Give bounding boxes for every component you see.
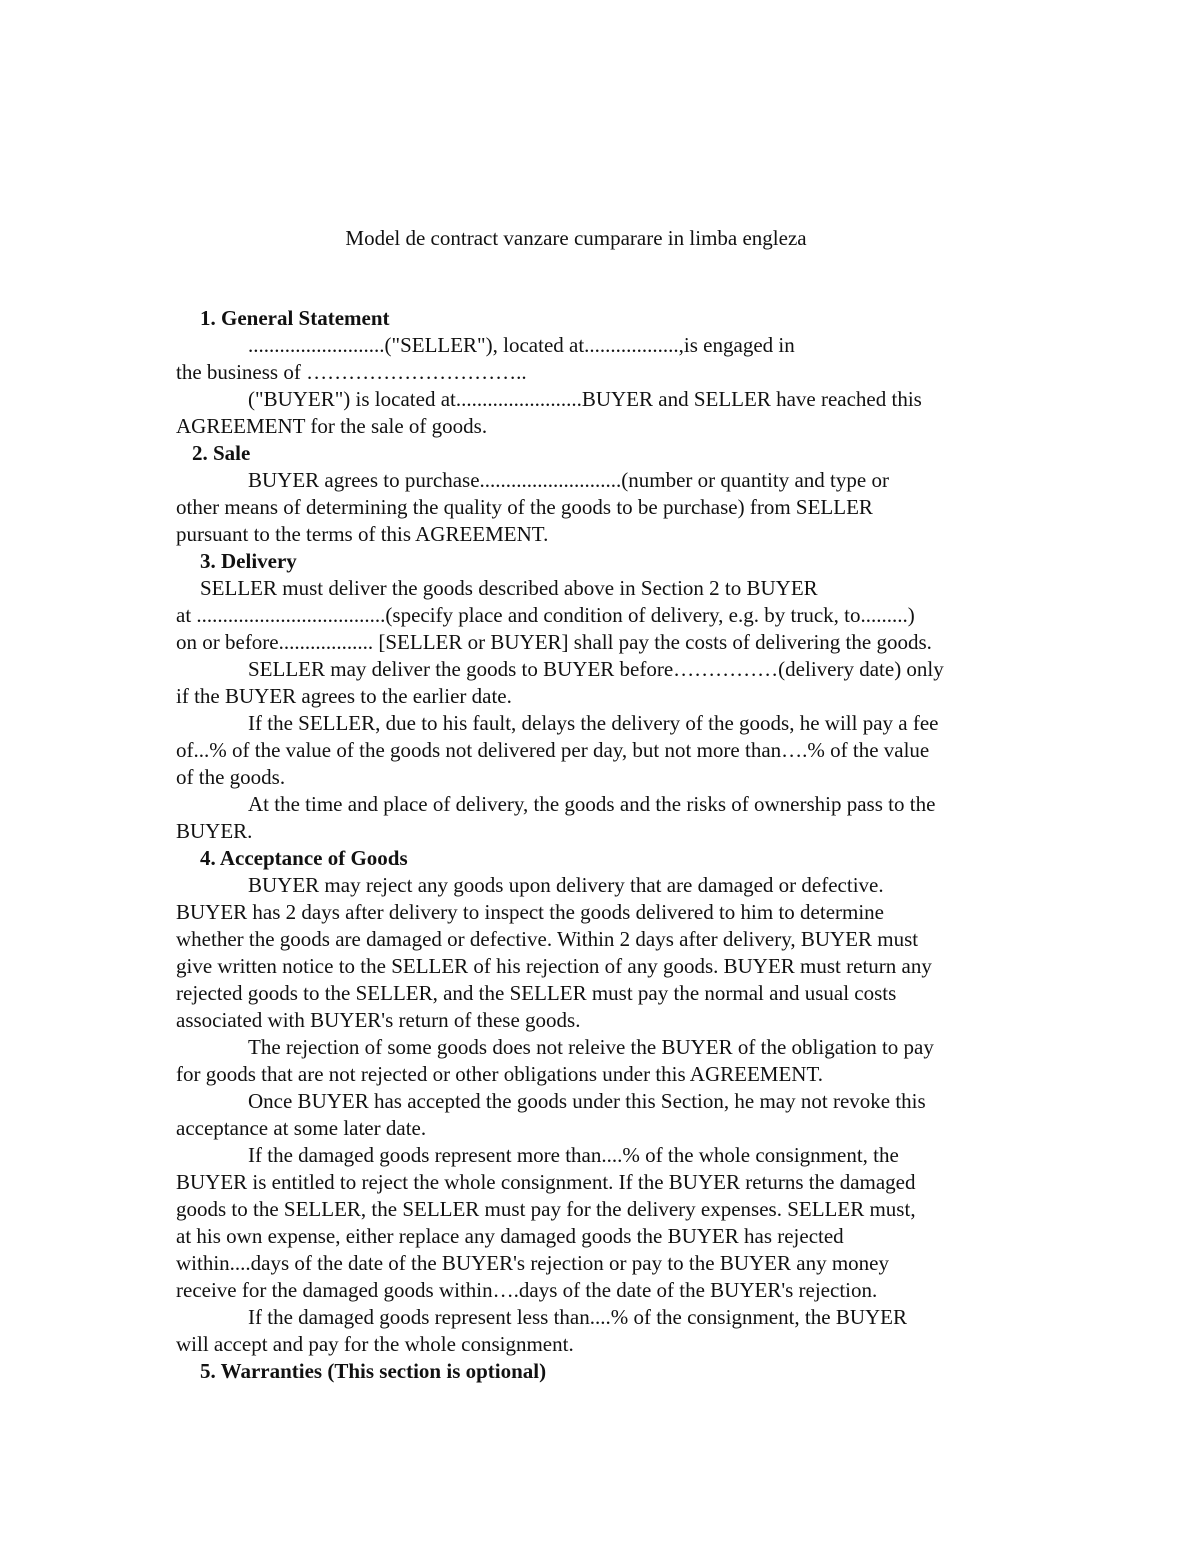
section-heading: 1. General Statement: [200, 306, 390, 330]
text-line: rejected goods to the SELLER, and the SELLER must pay the normal and usual costs: [176, 981, 897, 1005]
section-heading: 4. Acceptance of Goods: [200, 846, 408, 870]
section-heading: 3. Delivery: [200, 549, 297, 573]
text-line: pursuant to the terms of this AGREEMENT.: [176, 522, 549, 546]
text-line: BUYER has 2 days after delivery to inspect the goods delivered to him to determine: [176, 900, 884, 924]
text-line: if the BUYER agrees to the earlier date.: [176, 684, 512, 708]
text-line: at ....................................(specify place and condition of delivery, e.g. by truck, to.........): [176, 603, 915, 627]
text-line: BUYER may reject any goods upon delivery that are damaged or defective.: [248, 873, 884, 897]
text-line: If the damaged goods represent less than....% of the consignment, the BUYER: [248, 1305, 908, 1329]
section-heading: 5. Warranties (This section is optional): [200, 1359, 547, 1383]
document-body: [176, 305, 1036, 1385]
text-line: If the SELLER, due to his fault, delays the delivery of the goods, he will pay a fee: [248, 711, 939, 735]
section-heading: 2. Sale: [192, 441, 251, 465]
text-line: If the damaged goods represent more than....% of the whole consignment, the: [248, 1143, 899, 1167]
text-line: AGREEMENT for the sale of goods.: [176, 414, 488, 438]
text-line: At the time and place of delivery, the goods and the risks of ownership pass to the: [248, 792, 936, 816]
text-line: associated with BUYER's return of these goods.: [176, 1008, 581, 1032]
text-line: give written notice to the SELLER of his rejection of any goods. BUYER must return any: [176, 954, 932, 978]
text-line: ("BUYER") is located at........................BUYER and SELLER have reached this: [248, 387, 922, 411]
text-line: receive for the damaged goods within….days of the date of the BUYER's rejection.: [176, 1278, 878, 1302]
text-line: goods to the SELLER, the SELLER must pay for the delivery expenses. SELLER must,: [176, 1197, 916, 1221]
text-line: within....days of the date of the BUYER's rejection or pay to the BUYER any money: [176, 1251, 889, 1275]
text-line: for goods that are not rejected or other obligations under this AGREEMENT.: [176, 1062, 823, 1086]
text-line: will accept and pay for the whole consignment.: [176, 1332, 574, 1356]
document-title: Model de contract vanzare cumparare in limba engleza: [345, 226, 807, 250]
text-line: BUYER.: [176, 819, 253, 843]
text-line: The rejection of some goods does not releive the BUYER of the obligation to pay: [248, 1035, 934, 1059]
text-line: Once BUYER has accepted the goods under this Section, he may not revoke this: [248, 1089, 926, 1113]
text-line: the business of …………………………..: [176, 360, 527, 384]
text-line: BUYER is entitled to reject the whole consignment. If the BUYER returns the damaged: [176, 1170, 916, 1194]
text-line: of the goods.: [176, 765, 286, 789]
text-line: other means of determining the quality of the goods to be purchase) from SELLER: [176, 495, 873, 519]
text-line: ..........................("SELLER"), located at..................,is engaged in: [248, 333, 795, 357]
text-line: on or before.................. [SELLER or BUYER] shall pay the costs of delivering the goods.: [176, 630, 932, 654]
text-line: SELLER must deliver the goods described above in Section 2 to BUYER: [200, 576, 818, 600]
text-line: at his own expense, either replace any damaged goods the BUYER has rejected: [176, 1224, 844, 1248]
text-line: BUYER agrees to purchase...........................(number or quantity and type or: [248, 468, 889, 492]
text-line: SELLER may deliver the goods to BUYER before……………(delivery date) only: [248, 657, 944, 681]
text-line: whether the goods are damaged or defective. Within 2 days after delivery, BUYER must: [176, 927, 919, 951]
text-line: of...% of the value of the goods not delivered per day, but not more than….% of the value: [176, 738, 930, 762]
text-line: acceptance at some later date.: [176, 1116, 427, 1140]
